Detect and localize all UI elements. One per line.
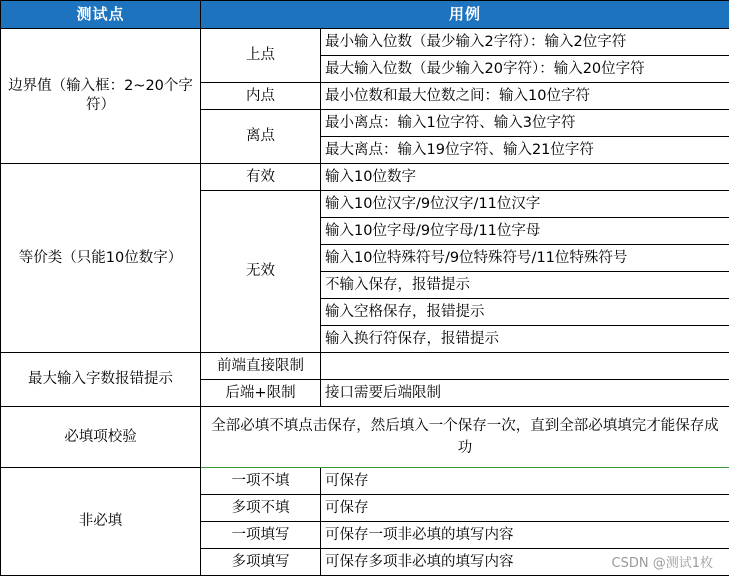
- equivalence-invalid: 无效: [201, 191, 321, 353]
- maxlen-backend-case: 接口需要后端限制: [321, 380, 729, 407]
- header-row: [1, 1, 729, 29]
- boundary-upper-case-2: 最大输入位数（最少输入20字符）：输入20位字符: [321, 56, 729, 83]
- boundary-off-case-2: 最大离点：输入19位字符、输入21位字符: [321, 137, 729, 164]
- header-test-case: 用例: [201, 1, 729, 29]
- optional-label: 非必填: [1, 468, 201, 576]
- optional-item-case-2: 可保存: [321, 495, 729, 522]
- equivalence-invalid-case-3: 输入10位特殊符号/9位特殊符号/11位特殊符号: [321, 245, 729, 272]
- optional-item-name-2: 多项不填: [201, 495, 321, 522]
- optional-item-case-3: 可保存一项非必填的填写内容: [321, 522, 729, 549]
- header-test-point: 测试点: [1, 1, 201, 29]
- required-label: 必填项校验: [1, 407, 201, 468]
- optional-item-name-4: 多项填写: [201, 549, 321, 576]
- equivalence-invalid-case-4: 不输入保存，报错提示: [321, 272, 729, 299]
- equivalence-invalid-case-6: 输入换行符保存，报错提示: [321, 326, 729, 353]
- boundary-inner-point: 内点: [201, 83, 321, 110]
- equivalence-invalid-case-5: 输入空格保存，报错提示: [321, 299, 729, 326]
- equivalence-invalid-case-1: 输入10位汉字/9位汉字/11位汉字: [321, 191, 729, 218]
- boundary-upper-point: 上点: [201, 29, 321, 83]
- boundary-label: 边界值（输入框：2~20个字符）: [1, 29, 201, 164]
- equivalence-label: 等价类（只能10位数字）: [1, 164, 201, 353]
- boundary-inner-case: 最小位数和最大位数之间：输入10位字符: [321, 83, 729, 110]
- optional-item-case-1: 可保存: [321, 468, 729, 495]
- equivalence-valid-case: 输入10位数字: [321, 164, 729, 191]
- equivalence-valid: 有效: [201, 164, 321, 191]
- maxlen-frontend-case: [321, 353, 729, 380]
- maxlen-frontend: 前端直接限制: [201, 353, 321, 380]
- boundary-off-case-1: 最小离点：输入1位字符、输入3位字符: [321, 110, 729, 137]
- boundary-off-point: 离点: [201, 110, 321, 164]
- required-case: 全部必填不填点击保存，然后填入一个保存一次，直到全部必填填完才能保存成功: [201, 407, 729, 468]
- maxlen-label: 最大输入字数报错提示: [1, 353, 201, 407]
- boundary-upper-case-1: 最小输入位数（最少输入2字符）：输入2位字符: [321, 29, 729, 56]
- maxlen-backend: 后端+限制: [201, 380, 321, 407]
- optional-item-name-3: 一项填写: [201, 522, 321, 549]
- watermark: CSDN @测试1枚: [611, 556, 713, 571]
- equivalence-invalid-case-2: 输入10位字母/9位字母/11位字母: [321, 218, 729, 245]
- optional-item-case-4: 可保存多项非必填的填写内容: [321, 549, 729, 576]
- optional-item-name-1: 一项不填: [201, 468, 321, 495]
